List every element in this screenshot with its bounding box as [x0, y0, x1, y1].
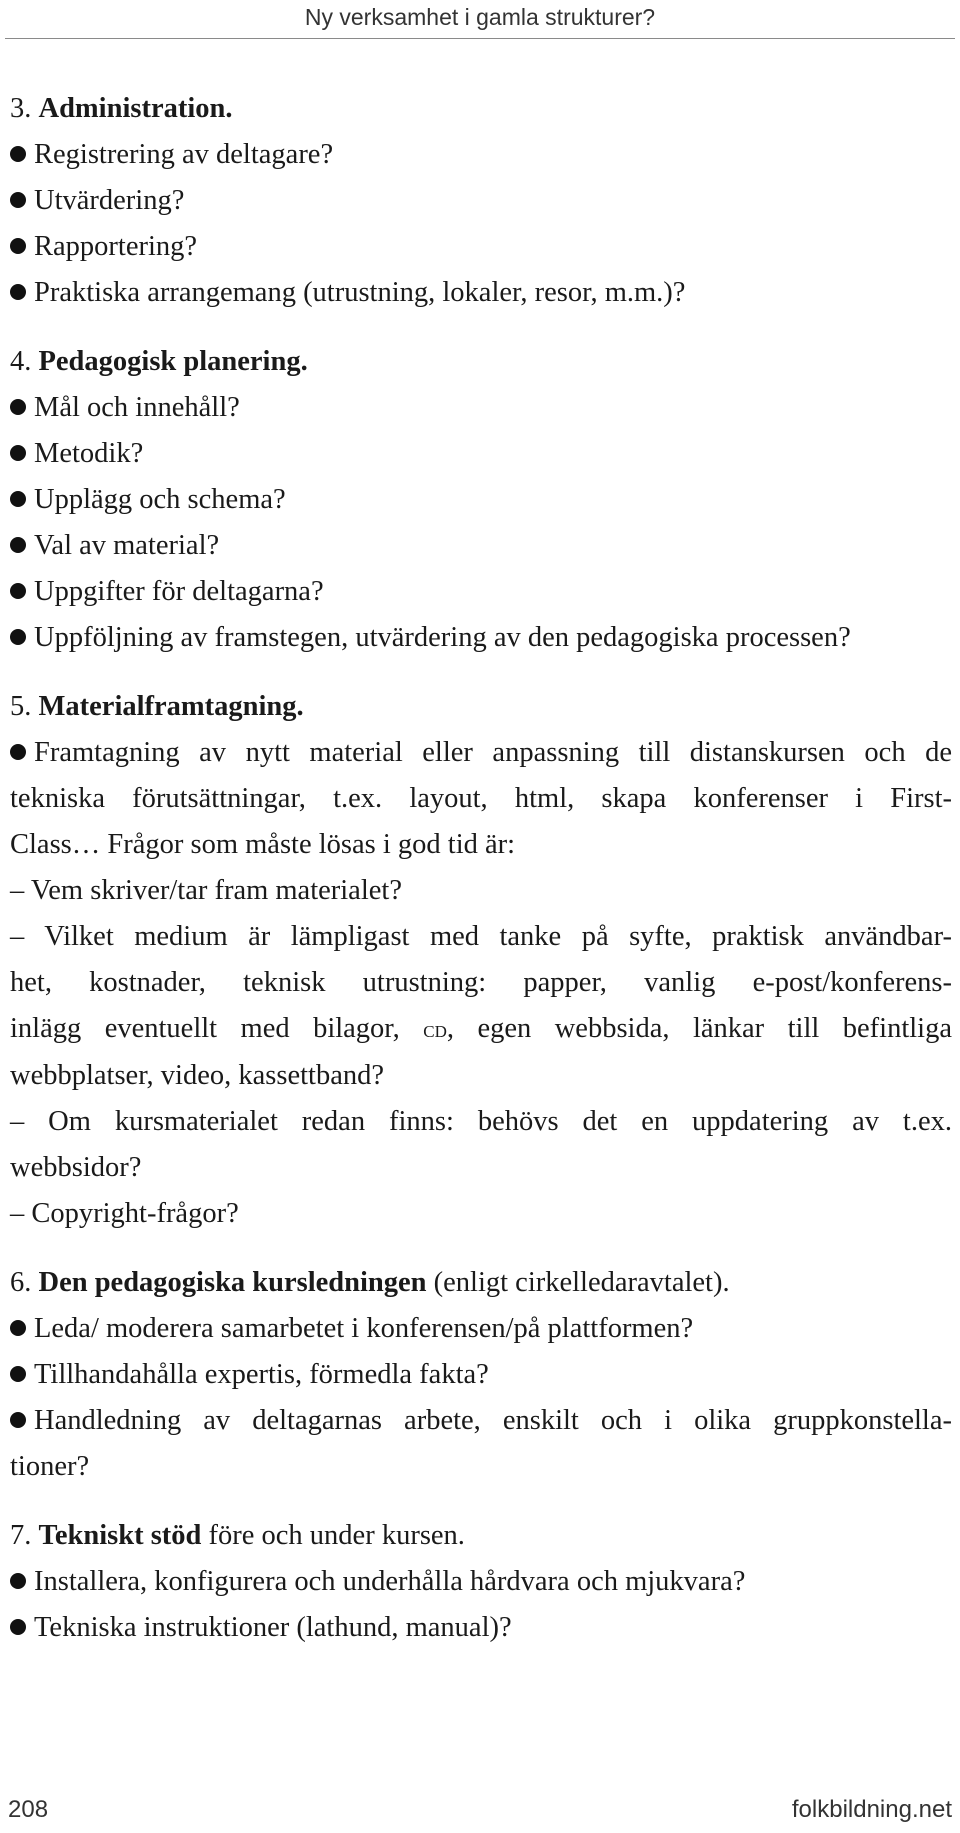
bullet-icon [10, 491, 26, 507]
paragraph-line: webbplatser, video, kassettband? [10, 1060, 384, 1091]
list-item: Mål och innehåll? [10, 385, 952, 431]
list-item: Registrering av deltagare? [10, 132, 952, 178]
bullet-icon [10, 537, 26, 553]
bullet-icon [10, 1320, 26, 1336]
header-rule [5, 38, 955, 39]
paragraph-line: tekniska förutsättningar, t.ex. layout, html, skapa konferenser i First- [10, 783, 952, 814]
bullet-icon [10, 238, 26, 254]
list-item: Handledning av deltagarnas arbete, enskilt och i olika gruppkonstella- [10, 1398, 952, 1444]
list-item: Uppföljning av framstegen, utvärdering av den pedagogiska processen? [10, 615, 952, 661]
list-item: Uppgifter för deltagarna? [10, 569, 952, 615]
section-7-heading: 7. Tekniskt stöd före och under kursen. [10, 1520, 465, 1551]
bullet-icon [10, 1366, 26, 1382]
page-number: 208 [8, 1796, 49, 1823]
section-3-heading: 3. Administration. [10, 93, 233, 124]
paragraph-line: webbsidor? [10, 1152, 142, 1183]
page-body [10, 86, 952, 1651]
bullet-icon [10, 445, 26, 461]
bullet-icon [10, 1412, 26, 1428]
bullet-icon [10, 192, 26, 208]
list-item: Val av material? [10, 523, 952, 569]
bullet-icon [10, 629, 26, 645]
paragraph-line: – Om kursmaterialet redan finns: behövs det en uppdatering av t.ex. [10, 1106, 952, 1137]
list-item: Installera, konfigurera och underhålla hårdvara och mjukvara? [10, 1559, 952, 1605]
list-item: Leda/ moderera samarbetet i konferensen/på plattformen? [10, 1306, 952, 1352]
running-header: Ny verksamhet i gamla strukturer? [304, 4, 656, 30]
cd-abbreviation: cd [423, 1017, 447, 1043]
list-item: Utvärdering? [10, 178, 952, 224]
bullet-icon [10, 744, 26, 760]
paragraph-line: Class… Frågor som måste lösas i god tid är: [10, 829, 516, 860]
section-5-heading: 5. Materialframtagning. [10, 691, 304, 722]
list-item: Tillhandahålla expertis, förmedla fakta? [10, 1352, 952, 1398]
bullet-icon [10, 583, 26, 599]
paragraph-line: – Copyright-frågor? [10, 1198, 239, 1229]
site-name: folkbildning.net [791, 1796, 952, 1823]
bullet-icon [10, 399, 26, 415]
bullet-icon [10, 1573, 26, 1589]
paragraph-line: Framtagning av nytt material eller anpassning till distanskursen och de [10, 730, 952, 776]
list-item-continuation: tioner? [10, 1451, 90, 1482]
list-item: Upplägg och schema? [10, 477, 952, 523]
list-item: Metodik? [10, 431, 952, 477]
paragraph-line: inlägg eventuellt med bilagor, cd, egen webbsida, länkar till befintliga [10, 1013, 952, 1044]
list-item: Tekniska instruktioner (lathund, manual)? [10, 1605, 952, 1651]
list-item: Rapportering? [10, 224, 952, 270]
section-6-heading: 6. Den pedagogiska kursledningen (enligt cirkelledaravtalet). [10, 1267, 730, 1298]
list-item: Praktiska arrangemang (utrustning, lokaler, resor, m.m.)? [10, 270, 952, 316]
bullet-icon [10, 1619, 26, 1635]
bullet-icon [10, 284, 26, 300]
bullet-icon [10, 146, 26, 162]
paragraph-line: – Vilket medium är lämpligast med tanke på syfte, praktisk användbar- [10, 921, 952, 952]
paragraph-line: – Vem skriver/tar fram materialet? [10, 875, 402, 906]
section-4-heading: 4. Pedagogisk planering. [10, 346, 308, 377]
paragraph-line: het, kostnader, teknisk utrustning: papper, vanlig e-post/konferens- [10, 967, 952, 998]
